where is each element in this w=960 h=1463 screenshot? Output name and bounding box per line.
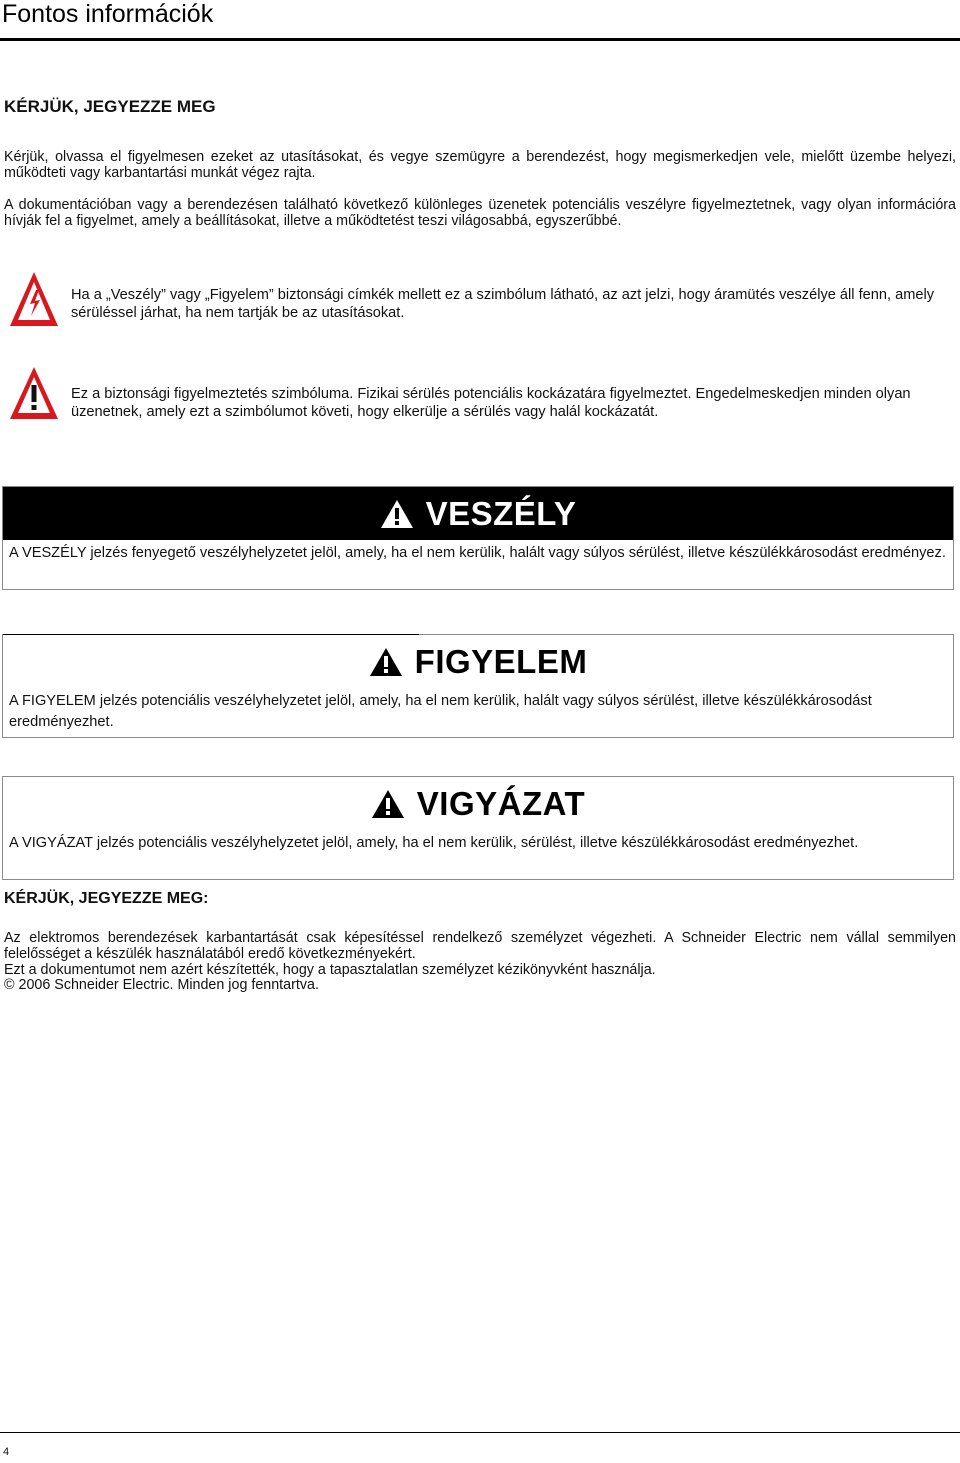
warning-triangle-icon (380, 499, 414, 529)
safety-alert-description: Ez a biztonsági figyelmeztetés szimbóluma. Fizikai sérülés potenciális kockázatára figyelmeztet. Engedelmeskedjen minden olyan üzenetnek, amely ezt a szimbólumot követi, hogy elkerülje a sérülés vagy halál kockázatát. (71, 386, 911, 420)
notice-paragraph-1: Az elektromos berendezések karbantartását csak képesítéssel rendelkező személyzet végezheti. A Schneider Electric nem vállal semmilyen felelősséget a készülék használatából eredő következményekért. (4, 930, 956, 962)
danger-body: A VESZÉLY jelzés fenyegető veszélyhelyzetet jelöl, amely, ha el nem kerülik, halált vagy súlyos sérülést, illetve készülékkárosodást eredményez. (9, 545, 946, 561)
warning-body: A FIGYELEM jelzés potenciális veszélyhelyzetet jelöl, amely, ha el nem kerülik, halált vagy súlyos sérülést, illetve készülékkárosodást eredményezhet. (9, 693, 872, 730)
electrical-hazard-icon (8, 270, 60, 328)
warning-title: FIGYELEM (414, 642, 588, 680)
danger-header (3, 487, 953, 540)
warning-triangle-icon (371, 789, 405, 819)
caution-box (2, 776, 954, 880)
caution-title: VIGYÁZAT (416, 784, 586, 822)
warning-header (3, 635, 953, 688)
electrical-hazard-description: Ha a „Veszély” vagy „Figyelem” biztonsági címkék mellett ez a szimbólum látható, az azt jelzi, hogy áramütés veszélye áll fenn, amely sérüléssel járhat, ha nem tartják be az utasításokat. (71, 287, 935, 321)
notice-paragraph-2: Ezt a dokumentumot nem azért készítették, hogy a tapasztalatlan személyzet kézikönyvként használja. (4, 962, 656, 978)
caution-body: A VIGYÁZAT jelzés potenciális veszélyhelyzetet jelöl, amely, ha el nem kerülik, sérülést, illetve készülékkárosodást eredményezhet. (9, 835, 859, 851)
safety-alert-icon (8, 365, 60, 421)
footer-divider (0, 1432, 960, 1433)
warning-triangle-icon (369, 647, 403, 677)
section-heading-notice-2: KÉRJÜK, JEGYEZZE MEG: (4, 890, 209, 907)
section-heading-notice: KÉRJÜK, JEGYEZZE MEG (4, 97, 216, 116)
danger-title: VESZÉLY (425, 494, 577, 532)
title-divider (0, 38, 960, 41)
danger-box (2, 486, 954, 590)
caution-header (3, 777, 953, 830)
intro-paragraph-1: Kérjük, olvassa el figyelmesen ezeket az utasításokat, és vegye szemügyre a berendezést, hogy megismerkedjen vele, mielőtt üzembe helyezi, működteti vagy karbantartási munkát végez rajta. (4, 149, 956, 181)
copyright-notice: © 2006 Schneider Electric. Minden jog fenntartva. (4, 977, 319, 993)
page-number: 4 (3, 1446, 10, 1458)
warning-box (2, 634, 954, 738)
page-title: Fontos információk (2, 0, 214, 28)
intro-paragraph-2: A dokumentációban vagy a berendezésen található következő különleges üzenetek potenciális veszélyre figyelmeztetnek, vagy olyan információra hívják fel a figyelmet, amely a beállításokat, illetve a működtetést teszi világosabbá, egyszerűbbé. (4, 197, 956, 229)
